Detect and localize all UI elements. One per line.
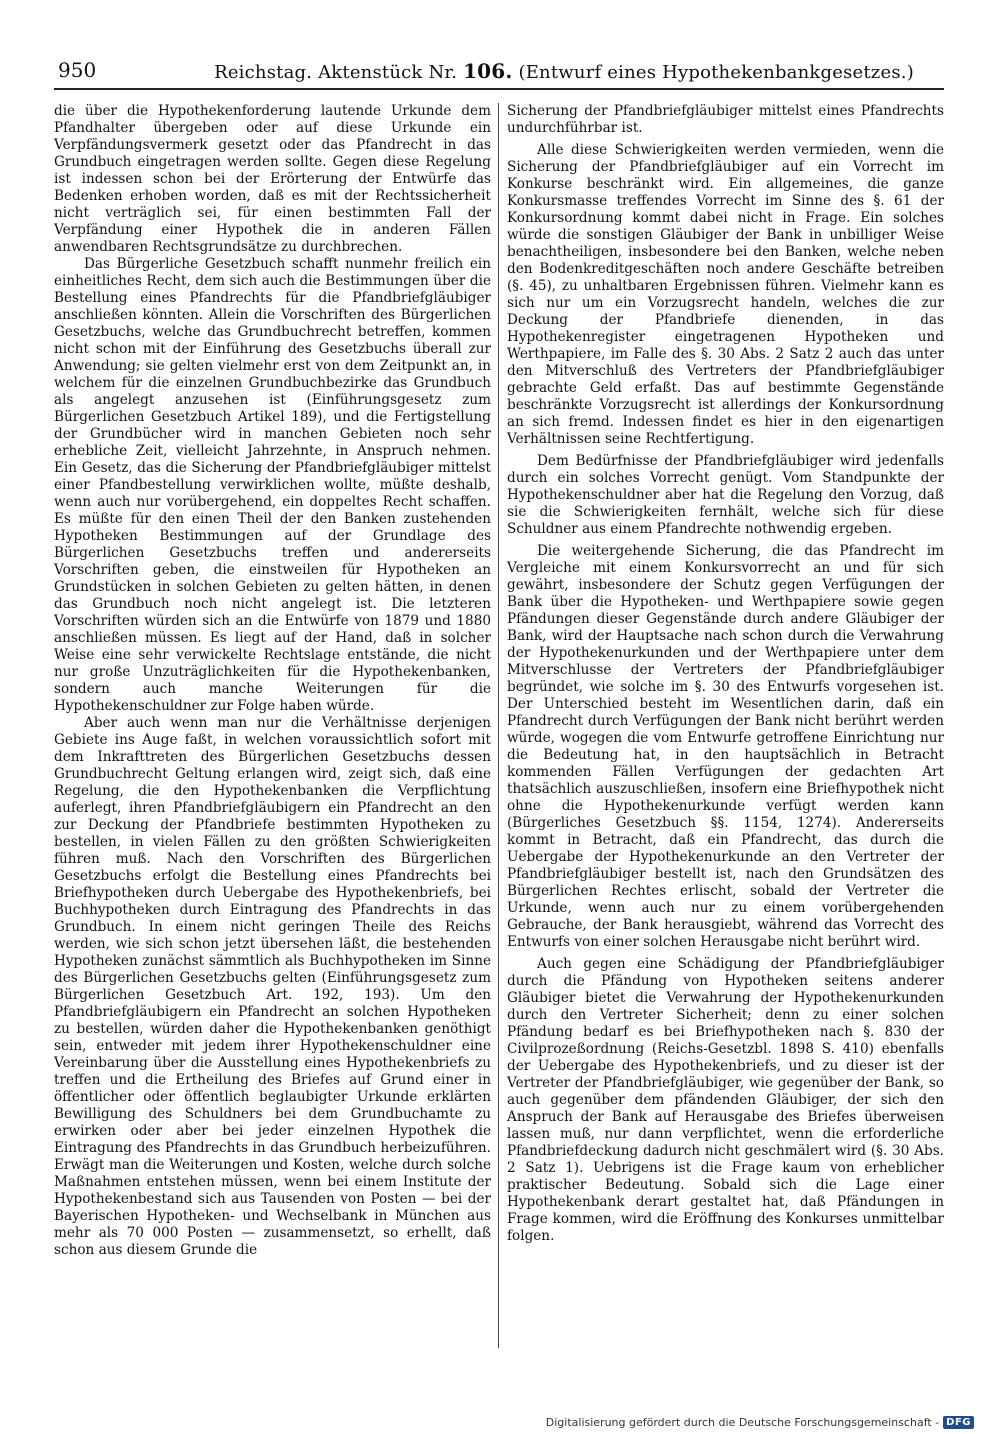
running-head-prefix: Reichstag. Aktenstück Nr. <box>214 62 458 83</box>
running-head <box>184 59 944 83</box>
left-paragraph-1: die über die Hypothekenforderung lautende Urkunde dem Pfandhalter übergeben oder auf diese Urkunde ein Verpfändungsvermerk gesetzt oder das Pfandrecht in das Grundbuch eingetragen werden sollte. Gegen diese Regelung ist indessen schon bei der Erörterung der Entwürfe das Bedenken erhoben worden, daß es mit der Rechtssicherheit nicht verträglich sei, für einen bestimmten Fall der Verpfändung einer Hypothek die in anderen Fällen anwendbaren Rechtsgrundsätze zu durchbrechen. <box>54 103 491 255</box>
right-paragraph-5: Auch gegen eine Schädigung der Pfandbriefgläubiger durch die Pfändung von Hypotheken seitens anderer Gläubiger bietet die Verwahrung der Hypothekenurkunden durch den Vertreter Sicherheit; denn zu einer solchen Pfändung bedarf es bei Briefhypotheken nach §. 830 der Civilprozeßordnung (Reichs-Gesetzbl. 1898 S. 410) ebenfalls der Uebergabe des Hypothekenbriefs, und zu dieser ist der Vertreter der Pfandbriefgläubiger, wie gegenüber der Bank, so auch gegenüber dem pfändenden Gläubiger, der sich den Anspruch der Bank auf Herausgabe des Briefes überweisen lassen muß, nur dann verpflichtet, wenn die erforderliche Pfandbriefdeckung dadurch nicht geschmälert wird (§. 30 Abs. 2 Satz 1). Uebrigens ist die Frage kaum von erheblicher praktischer Bedeutung. Sobald sich die Lage einer Hypothekenbank derart gestaltet hat, daß Pfändungen in Frage kommen, wird die Eröffnung des Konkurses unmittelbar folgen. <box>507 956 944 1244</box>
credit-text: Digitalisierung gefördert durch die Deutsche Forschungsgemeinschaft - <box>545 1416 940 1429</box>
right-paragraph-3: Dem Bedürfnisse der Pfandbriefgläubiger wird jedenfalls durch ein solches Vorrecht genügt. Vom Standpunkte der Hypothekenschuldner aber hat die Regelung den Vorzug, daß sie die Schwierigkeiten fernhält, welche sich für diese Schuldner aus einem Pfandrechte nothwendig ergeben. <box>507 453 944 537</box>
digitization-credit <box>546 1416 974 1429</box>
text-columns <box>54 103 944 1348</box>
page-number: 950 <box>58 58 97 82</box>
dfg-logo: DFG <box>943 1416 974 1429</box>
right-paragraph-1: Sicherung der Pfandbriefgläubiger mittelst eines Pfandrechts undurchführbar ist. <box>507 103 944 136</box>
left-column <box>54 103 491 1348</box>
page-header <box>54 54 944 90</box>
right-paragraph-4: Die weitergehende Sicherung, die das Pfandrecht im Vergleiche mit einem Konkursvorrecht an und für sich gewährt, insbesondere der Schutz gegen Verfügungen der Bank über die Hypotheken- und Werthpapiere sowie gegen Pfändungen dieser Gegenstände durch andere Gläubiger der Bank, wird der Hauptsache nach schon durch die Verwahrung der Hypothekenurkunden und der Werthpapiere unter dem Mitverschlusse der Vertreters der Pfandbriefgläubiger begründet, wie solche im §. 30 des Entwurfs vorgesehen ist. Der Unterschied besteht im Wesentlichen darin, daß ein Pfandrecht durch Verfügungen der Bank nicht berührt werden würde, wogegen die vom Entwurfe getroffene Einrichtung nur die Bedeutung hat, in den hauptsächlich in Betracht kommenden Fällen Verfügungen der gedachten Art thatsächlich auszuschließen, insofern eine Briefhypothek nicht ohne die Hypothekenurkunde verfügt werden kann (Bürgerliches Gesetzbuch §§. 1154, 1274). Andererseits kommt in Betracht, daß ein Pfandrecht, das durch die Uebergabe der Hypothekenurkunde an den Vertreter der Pfandbriefgläubiger bestellt ist, nach den Grundsätzen des Bürgerlichen Rechtes erlischt, sobald der Vertreter die Urkunde, wenn auch nur zu einem vorübergehenden Gebrauche, der Bank herausgiebt, während das Vorrecht des Entwurfs von einer solchen Herausgabe nicht berührt wird. <box>507 543 944 950</box>
left-paragraph-3: Aber auch wenn man nur die Verhältnisse derjenigen Gebiete ins Auge faßt, in welchen voraussichtlich sofort mit dem Inkrafttreten des Bürgerlichen Gesetzbuchs dessen Grundbuchrecht Geltung erlangen wird, zeigt sich, daß eine Regelung, die den Hypothekenbanken die Verpflichtung auferlegt, ihren Pfandbriefgläubigern ein Pfandrecht an den zur Deckung der Pfandbriefe bestimmten Hypotheken zu bestellen, in vielen Fällen zu den größten Schwierigkeiten führen muß. Nach den Vorschriften des Bürgerlichen Gesetzbuchs erfolgt die Bestellung eines Pfandrechts bei Briefhypotheken durch Uebergabe des Hypothekenbriefs, bei Buchhypotheken durch Eintragung des Pfandrechts in das Grundbuch. In einem nicht geringen Theile des Reichs werden, wie sich schon jetzt übersehen läßt, die bestehenden Hypotheken zunächst sämmtlich als Buchhypotheken im Sinne des Bürgerlichen Gesetzbuchs gelten (Einführungsgesetz zum Bürgerlichen Gesetzbuch Art. 192, 193). Um den Pfandbriefgläubigern ein Pfandrecht an solchen Hypotheken zu bestellen, würden daher die Hypothekenbanken genöthigt sein, entweder mit jedem ihrer Hypothekenschuldner eine Vereinbarung über die Ausstellung eines Hypothekenbriefs zu treffen und die Ertheilung des Briefes auf Grund einer in öffentlicher oder öffentlich beglaubigter Urkunde erklärten Bewilligung des Schuldners bei dem Grundbuchamte zu erwirken oder aber bei jeder einzelnen Hypothek die Eintragung des Pfandrechts in das Grundbuch herbeizuführen. Erwägt man die Weiterungen und Kosten, welche durch solche Maßnahmen entstehen müssen, wenn bei einem Institute der Hypothekenbestand sich aus Tausenden von Posten — bei der Bayerischen Hypotheken- und Wechselbank in München aus mehr als 70 000 Posten — zusammensetzt, so erhellt, daß schon aus diesem Grunde die <box>54 715 491 1258</box>
right-column <box>507 103 944 1348</box>
left-paragraph-2: Das Bürgerliche Gesetzbuch schafft nunmehr freilich ein einheitliches Recht, dem sich auch die Bestimmungen über die Bestellung eines Pfandrechts für die Pfandbriefgläubiger anschließen könnten. Allein die Vorschriften des Bürgerlichen Gesetzbuchs, welche das Grundbuchrecht betreffen, kommen nicht schon mit der Einführung des Gesetzbuchs überall zur Anwendung; sie gelten vielmehr erst von dem Zeitpunkt an, in welchem für die einzelnen Grundbuchbezirke das Grundbuch als angelegt anzusehen ist (Einführungsgesetz zum Bürgerlichen Gesetzbuch Artikel 189), und die Fertigstellung der Grundbücher wird in manchen Gebieten noch sehr erhebliche Zeit, vielleicht Jahrzehnte, in Anspruch nehmen. Ein Gesetz, das die Sicherung der Pfandbriefgläubiger mittelst einer Pfandbestellung verwirklichen wollte, müßte deshalb, wenn auch nur vorübergehend, ein doppeltes Recht schaffen. Es müßte für den einen Theil der den Banken zustehenden Hypotheken Bestimmungen auf der Grundlage des Bürgerlichen Gesetzbuchs treffen und andererseits Vorschriften geben, die einstweilen für Hypotheken an Grundstücken in solchen Gebieten zu gelten hätten, in denen das Grundbuch noch nicht angelegt ist. Die letzteren Vorschriften würden sich an die Entwürfe von 1879 und 1880 anschließen müssen. Es liegt auf der Hand, daß in solcher Weise eine sehr verwickelte Rechtslage entstände, die nicht nur große Unzuträglichkeiten für die Hypothekenbanken, sondern auch manche Weiterungen für die Hypothekenschuldner zur Folge haben würde. <box>54 256 491 714</box>
right-paragraph-2: Alle diese Schwierigkeiten werden vermieden, wenn die Sicherung der Pfandbriefgläubiger auf ein Vorrecht im Konkurse beschränkt wird. Ein allgemeines, die ganze Konkursmasse treffendes Vorrecht im Sinne des §. 61 der Konkursordnung kommt dabei nicht in Frage. Ein solches würde die sonstigen Gläubiger der Bank in unbilliger Weise benachtheiligen, insbesondere bei den Banken, welche neben den Bodenkreditgeschäften noch andere Geschäfte betreiben (§. 45), zu unhaltbaren Ergebnissen führen. Vielmehr kann es sich nur um ein Vorzugsrecht handeln, welches die zur Deckung der Pfandbriefe dienenden, in das Hypothekenregister eingetragenen Hypotheken und Werthpapiere, im Falle des §. 30 Abs. 2 Satz 2 auch das unter den Mitverschluß des Vertreters der Pfandbriefgläubiger gebrachte Geld erfaßt. Das auf bestimmte Gegenstände beschränkte Vorzugsrecht ist allerdings der Konkursordnung an sich fremd. Indessen findet es hier in den eigenartigen Verhältnissen seine Rechtfertigung. <box>507 142 944 447</box>
running-head-suffix: (Entwurf eines Hypothekenbankgesetzes.) <box>518 62 914 83</box>
column-divider <box>498 103 499 1348</box>
document-number: 106. <box>463 59 513 83</box>
